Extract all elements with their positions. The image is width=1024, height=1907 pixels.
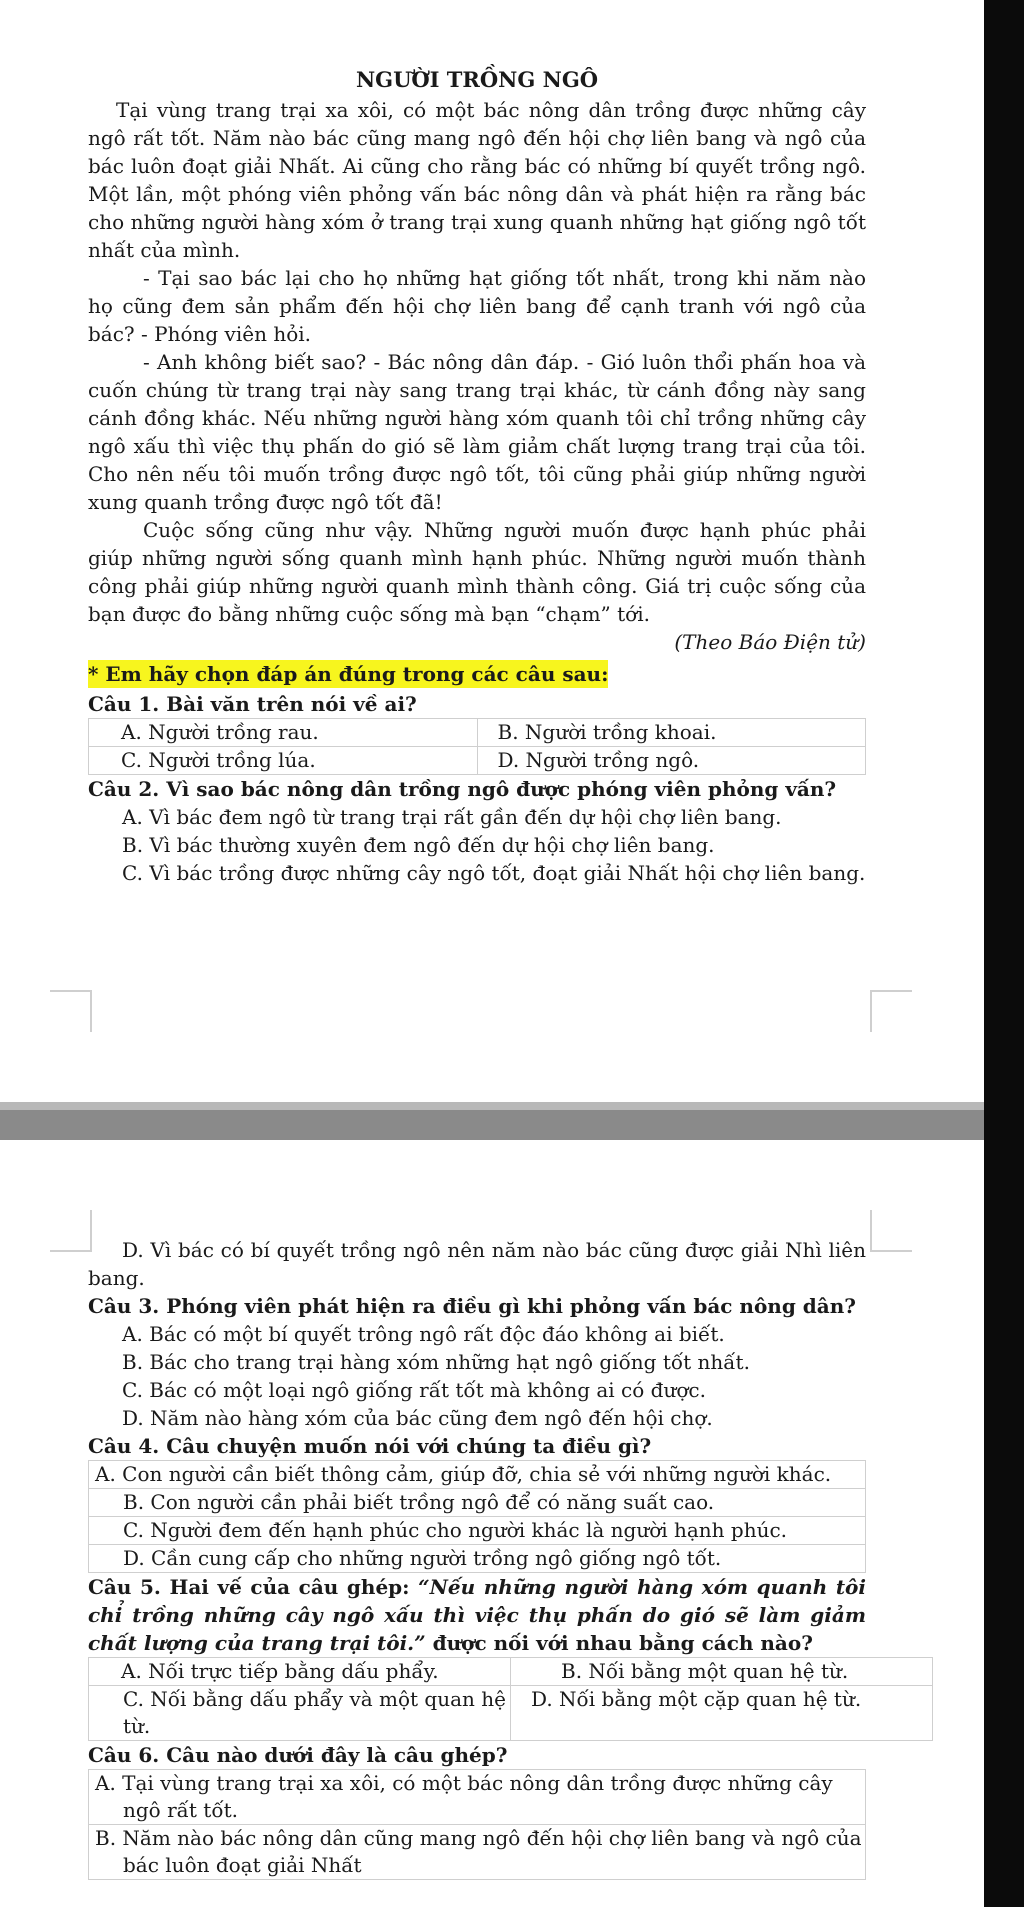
q1-option-c: C. Người trồng lúa. bbox=[89, 747, 478, 775]
story-paragraph-4: Cuộc sống cũng như vậy. Những người muốn được hạnh phúc phải giúp những người sống quanh mình hạnh phúc. Những người muốn thành công phải giúp những người quanh mình thành công. Giá trị cuộc sống của bạn được đo bằng những cuộc sống mà bạn “chạm” tới. bbox=[88, 518, 866, 626]
instruction-highlight: * Em hãy chọn đáp án đúng trong các câu sau: bbox=[88, 662, 609, 686]
right-black-border bbox=[984, 0, 1024, 1907]
question-3: Câu 3. Phóng viên phát hiện ra điều gì khi phỏng vấn bác nông dân? bbox=[88, 1294, 856, 1318]
page-corner-mark bbox=[50, 990, 92, 1032]
q1-option-b: B. Người trồng khoai. bbox=[477, 719, 866, 747]
page-corner-mark bbox=[50, 1210, 92, 1252]
story-paragraph-3: - Anh không biết sao? - Bác nông dân đáp. - Gió luôn thổi phấn hoa và cuốn chúng từ trang trại này sang trang trại khác, từ cánh đồng này sang cánh đồng khác. Nếu những người hàng xóm quanh tôi chỉ trồng những cây ngô xấu thì việc thụ phấn do gió sẽ làm giảm chất lượng trang trại của tôi. Cho nên nếu tôi muốn trồng được ngô tốt, tôi cũng phải giúp những người xung quanh trồng được ngô tốt đã! bbox=[88, 350, 866, 514]
q3-option-a: A. Bác có một bí quyết trông ngô rất độc đáo không ai biết. bbox=[122, 1322, 725, 1346]
page-separator bbox=[0, 1110, 984, 1140]
question-2: Câu 2. Vì sao bác nông dân trồng ngô được phóng viên phỏng vấn? bbox=[88, 777, 837, 801]
q2-option-d: D. Vì bác có bí quyết trồng ngô nên năm nào bác cũng được giải Nhì liên bang. bbox=[88, 1238, 866, 1290]
q4-option-b: B. Con người cần phải biết trồng ngô để có năng suất cao. bbox=[89, 1489, 866, 1517]
page-1-content bbox=[88, 66, 866, 887]
page-2-content bbox=[88, 1236, 866, 1880]
q1-option-d: D. Người trồng ngô. bbox=[477, 747, 866, 775]
story-paragraph-2: - Tại sao bác lại cho họ những hạt giống tốt nhất, trong khi năm nào họ cũng đem sản phẩm đến hội chợ liên bang để cạnh tranh với ngô của bác? - Phóng viên hỏi. bbox=[88, 266, 866, 346]
question-5 bbox=[88, 1573, 866, 1657]
question-5-options bbox=[88, 1657, 933, 1741]
question-1-options bbox=[88, 718, 866, 775]
question-6-options bbox=[88, 1769, 866, 1880]
q3-option-b: B. Bác cho trang trại hàng xóm những hạt ngô giống tốt nhất. bbox=[122, 1350, 750, 1374]
story-paragraph-1: Tại vùng trang trại xa xôi, có một bác nông dân trồng được những cây ngô rất tốt. Năm nào bác cũng mang ngô đến hội chợ liên bang và ngô của bác luôn đoạt giải Nhất. Ai cũng cho rằng bác có những bí quyết trồng ngô. Một lần, một phóng viên phỏng vấn bác nông dân và phát hiện ra rằng bác cho những người hàng xóm ở trang trại xung quanh những hạt giống ngô tốt nhất của mình. bbox=[88, 98, 866, 262]
story-title: NGƯỜI TRỒNG NGÔ bbox=[355, 67, 599, 92]
q3-option-d: D. Năm nào hàng xóm của bác cũng đem ngô đến hội chợ. bbox=[122, 1406, 713, 1430]
q5-option-b: B. Nối bằng một quan hệ từ. bbox=[511, 1658, 933, 1686]
question-6: Câu 6. Câu nào dưới đây là câu ghép? bbox=[88, 1743, 508, 1767]
q6-option-a: A. Tại vùng trang trại xa xôi, có một bác nông dân trồng được những cây ngô rất tốt. bbox=[89, 1770, 866, 1825]
page-corner-mark bbox=[870, 1210, 912, 1252]
q5-quote: “Nếu những người hàng xóm quanh tôi chỉ trồng những cây ngô xấu thì việc thụ phấn do gió sẽ làm giảm chất lượng của trang trại tôi.” bbox=[88, 1575, 866, 1655]
q3-option-c: C. Bác có một loại ngô giống rất tốt mà không ai có được. bbox=[122, 1378, 706, 1402]
q5-option-a: A. Nối trực tiếp bằng dấu phẩy. bbox=[89, 1658, 511, 1686]
q5-option-c: C. Nối bằng dấu phẩy và một quan hệ từ. bbox=[89, 1686, 511, 1741]
q1-option-a: A. Người trồng rau. bbox=[89, 719, 478, 747]
question-4: Câu 4. Câu chuyện muốn nói với chúng ta điều gì? bbox=[88, 1434, 652, 1458]
q5-suffix: được nối với nhau bằng cách nào? bbox=[425, 1631, 813, 1655]
q5-option-d: D. Nối bằng một cặp quan hệ từ. bbox=[511, 1686, 933, 1741]
page-corner-mark bbox=[870, 990, 912, 1032]
question-1: Câu 1. Bài văn trên nói về ai? bbox=[88, 692, 417, 716]
q6-option-b: B. Năm nào bác nông dân cũng mang ngô đến hội chợ liên bang và ngô của bác luôn đoạt giải Nhất bbox=[89, 1825, 866, 1880]
question-4-options bbox=[88, 1460, 866, 1573]
q2-option-a: A. Vì bác đem ngô từ trang trại rất gần đến dự hội chợ liên bang. bbox=[122, 805, 782, 829]
q4-option-d: D. Cần cung cấp cho những người trồng ngô giống ngô tốt. bbox=[89, 1545, 866, 1573]
q4-option-c: C. Người đem đến hạnh phúc cho người khác là người hạnh phúc. bbox=[89, 1517, 866, 1545]
q2-option-b: B. Vì bác thường xuyên đem ngô đến dự hội chợ liên bang. bbox=[122, 833, 715, 857]
story-source: (Theo Báo Điện tử) bbox=[674, 630, 866, 654]
page-shadow bbox=[0, 1102, 984, 1110]
q5-prefix: Câu 5. Hai vế của câu ghép: bbox=[88, 1575, 419, 1599]
q4-option-a: A. Con người cần biết thông cảm, giúp đỡ, chia sẻ với những người khác. bbox=[89, 1461, 866, 1489]
q2-option-c: C. Vì bác trồng được những cây ngô tốt, đoạt giải Nhất hội chợ liên bang. bbox=[122, 861, 866, 885]
